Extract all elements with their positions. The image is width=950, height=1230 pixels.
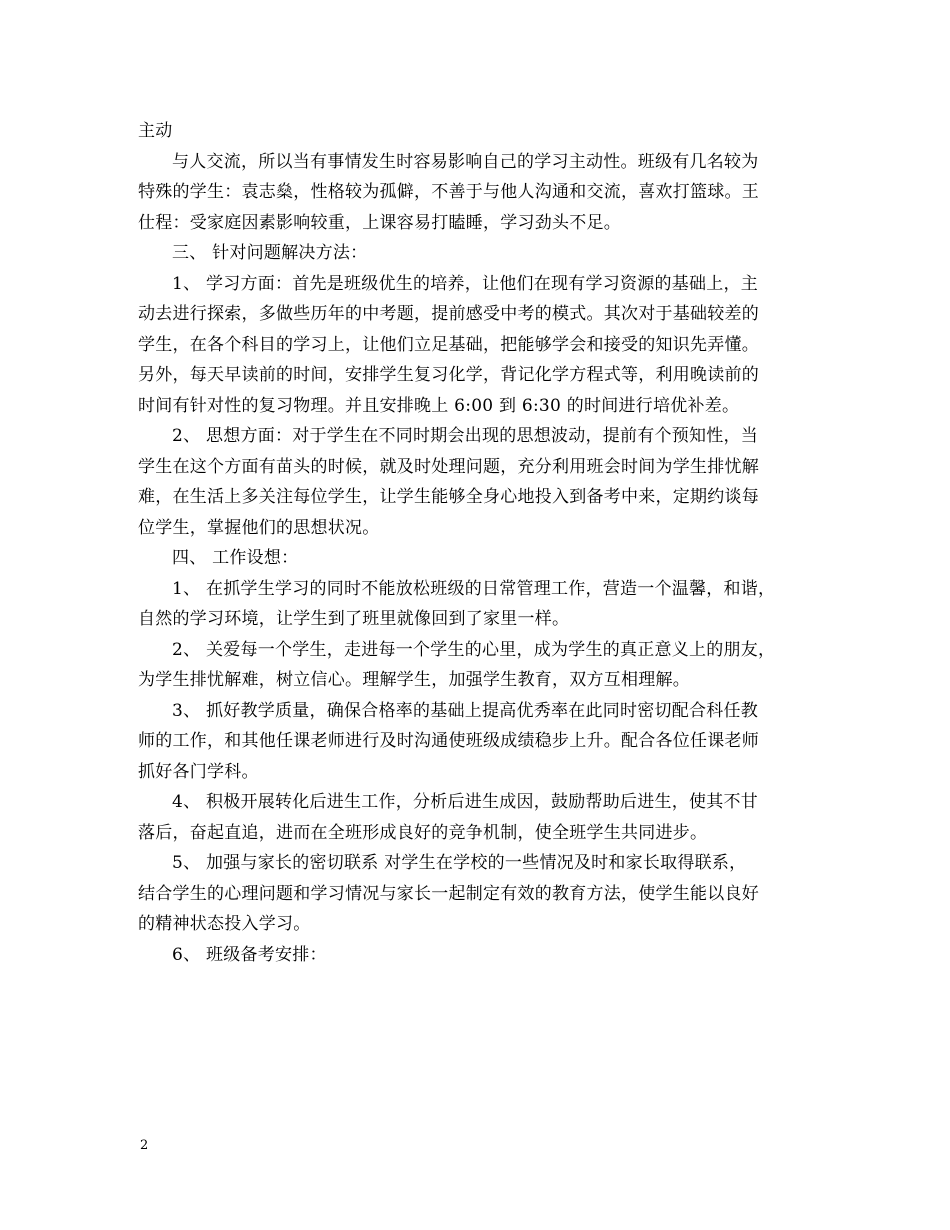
text-line: 与人交流，所以当有事情发生时容易影响自己的学习主动性。班级有几名较为 — [172, 151, 759, 172]
text-line: 2、 关爱每一个学生，走进每一个学生的心里，成为学生的真正意义上的朋友， — [172, 639, 776, 660]
text-line: 6、 班级备考安排： — [172, 944, 327, 965]
text-line: 主动 — [138, 121, 173, 141]
text-line: 为学生排忧解难，树立信心。理解学生，加强学生教育，双方互相理解。 — [138, 670, 690, 690]
text-line: 的精神状态投入学习。 — [138, 914, 311, 934]
text-line: 时间有针对性的复习物理。并且安排晚上 6:00 到 6:30 的时间进行培优补差。 — [138, 395, 740, 416]
text-line: 另外，每天早读前的时间，安排学生复习化学，背记化学方程式等，利用晚读前的 — [138, 365, 759, 385]
text-line: 结合学生的心理问题和学习情况与家长一起制定有效的教育方法，使学生能以良好 — [138, 883, 759, 904]
text-line: 2、 思想方面：对于学生在不同时期会出现的思想波动，提前有个预知性，当 — [172, 426, 758, 446]
text-line: 4、 积极开展转化后进生工作，分析后进生成因，鼓励帮助后进生，使其不甘 — [172, 792, 758, 812]
text-line: 自然的学习环境，让学生到了班里就像回到了家里一样。 — [138, 609, 570, 629]
text-line: 特殊的学生：袁志燊，性格较为孤僻，不善于与他人沟通和交流，喜欢打篮球。王 — [138, 182, 759, 202]
text-line: 1、 在抓学生学习的同时不能放松班级的日常管理工作，营造一个温馨，和谐， — [172, 578, 776, 599]
text-line: 位学生，掌握他们的思想状况。 — [138, 517, 380, 538]
text-line: 难，在生活上多关注每位学生，让学生能够全身心地投入到备考中来，定期约谈每 — [138, 487, 759, 507]
text-line: 5、 加强与家长的密切联系 对学生在学校的一些情况及时和家长取得联系， — [172, 853, 747, 873]
text-line: 落后，奋起直追，进而在全班形成良好的竞争机制，使全班学生共同进步。 — [138, 822, 708, 843]
text-line: 1、 学习方面：首先是班级优生的培养，让他们在现有学习资源的基础上，主 — [172, 273, 758, 294]
document-body — [138, 116, 818, 970]
text-line: 3、 抓好教学质量，确保合格率的基础上提高优秀率在此同时密切配合科任教 — [172, 700, 758, 721]
text-line: 三、 针对问题解决方法： — [172, 243, 368, 263]
text-line: 抓好各门学科。 — [138, 761, 259, 782]
text-line: 动去进行探索，多做些历年的中考题，提前感受中考的模式。其次对于基础较差的 — [138, 304, 759, 324]
page-number: 2 — [140, 1138, 149, 1153]
text-line: 仕程：受家庭因素影响较重，上课容易打瞌睡，学习劲头不足。 — [138, 212, 621, 233]
text-line: 学生在这个方面有苗头的时候，就及时处理问题，充分利用班会时间为学生排忧解 — [138, 456, 759, 477]
text-line: 师的工作，和其他任课老师进行及时沟通使班级成绩稳步上升。配合各位任课老师 — [138, 731, 759, 751]
text-line: 学生，在各个科目的学习上，让他们立足基础，把能够学会和接受的知识先弄懂。 — [138, 334, 759, 355]
text-line: 四、 工作设想： — [172, 548, 299, 568]
